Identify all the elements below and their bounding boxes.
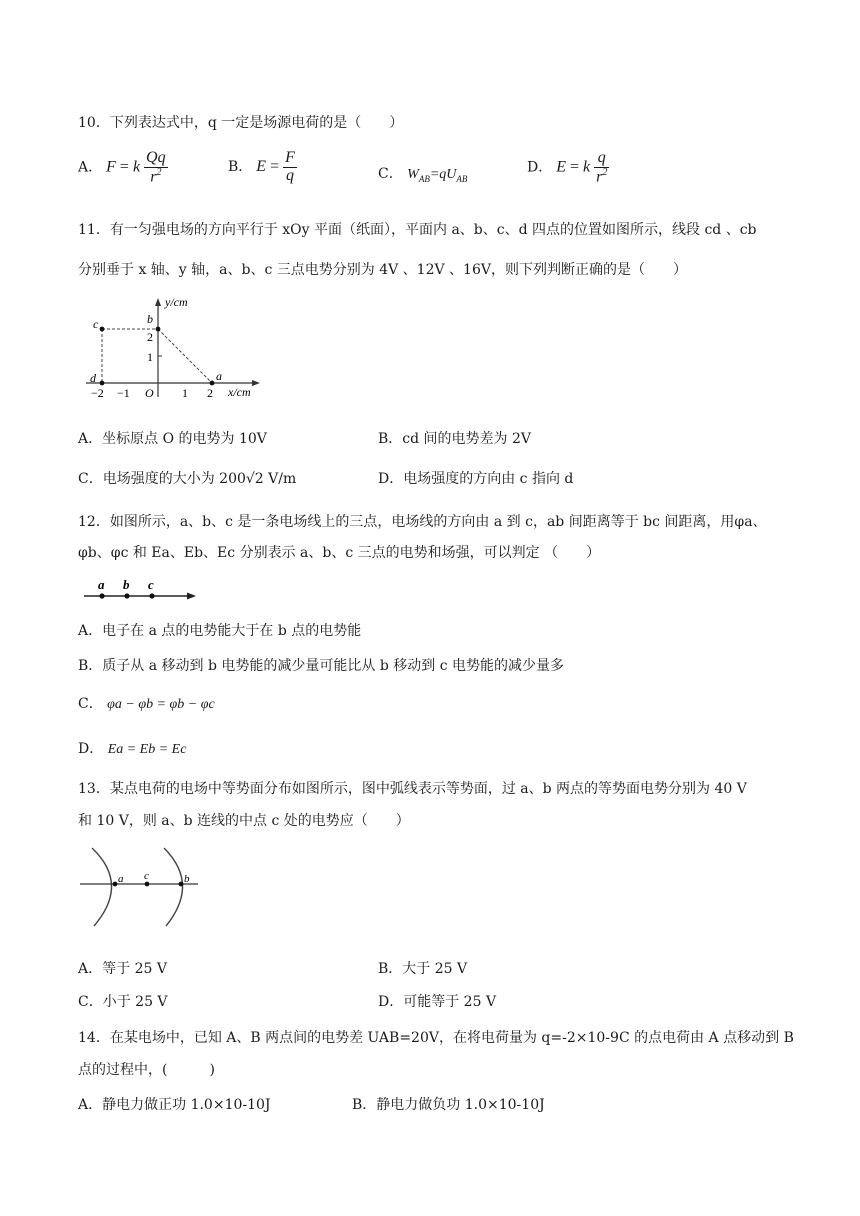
q12-option-a: A．电子在 a 点的电势能大于在 b 点的电势能 xyxy=(78,623,362,639)
equipotential-arc-b xyxy=(164,848,183,926)
point-b xyxy=(156,327,161,332)
q11-option-d: D．电场强度的方向由 c 指向 d xyxy=(378,471,574,487)
q13-equipotential-figure xyxy=(80,846,205,928)
q12-stem-line2: φb、φc 和 Ea、Eb、Ec 分别表示 a、b、c 三点的电势和场强，可以判定 （ ） xyxy=(78,545,601,561)
q14-option-b: B．静电力做负功 1.0×10-10J xyxy=(352,1097,545,1113)
point-c xyxy=(145,882,150,887)
q10-option-b: B． E = $\frac{F}{q}$ xyxy=(228,149,295,184)
label-c: c xyxy=(148,577,154,592)
label-b: b xyxy=(184,873,190,885)
q13-stem-line2: 和 10 V，则 a、b 连线的中点 c 处的电势应（ ） xyxy=(78,813,410,829)
q13-option-a: A．等于 25 V xyxy=(78,961,167,977)
q11-stem-line2: 分别垂于 x 轴、y 轴，a、b、c 三点电势分别为 4V 、12V 、16V，则下列判断正确的是（ ） xyxy=(78,262,687,278)
point-a xyxy=(99,593,104,598)
point-c xyxy=(100,327,105,332)
label-a: a xyxy=(98,577,105,592)
q12-option-b: B．质子从 a 移动到 b 电势能的减少量可能比从 b 移动到 c 电势能的减少量多 xyxy=(78,658,565,674)
y-tick-label-1: 1 xyxy=(147,350,153,364)
point-b xyxy=(124,593,129,598)
q10-option-c: C． $W_{AB}=qU_{AB}$ xyxy=(378,166,468,184)
label-d: d xyxy=(90,371,96,385)
q12-option-d: D． Ea = Eb = Ec xyxy=(78,741,187,757)
q11-option-a: A．坐标原点 O 的电势为 10V xyxy=(78,431,267,447)
label-c: c xyxy=(93,317,99,331)
q13-option-b: B．大于 25 V xyxy=(378,961,468,977)
point-d xyxy=(100,381,105,386)
y-axis-arrow xyxy=(155,298,161,306)
label-b: b xyxy=(123,577,130,592)
q10-option-a: A． F = k $\frac{Qq}{r^2}$ xyxy=(78,149,166,186)
label-b: b xyxy=(147,312,153,326)
q13-stem-line1: 13．某点电荷的电场中等势面分布如图所示，图中弧线表示等势面，过 a、b 两点的等势面电势分别为 40 V xyxy=(78,781,747,797)
point-a xyxy=(113,882,118,887)
x-tick-label-2: 2 xyxy=(207,386,213,400)
q13-option-d: D．可能等于 25 V xyxy=(378,994,497,1010)
y-tick-label-2: 2 xyxy=(147,330,153,344)
q12-option-c: C． φa − φb = φb − φc xyxy=(78,696,215,712)
label-a: a xyxy=(118,873,124,885)
x-tick-label-neg1: −1 xyxy=(117,386,130,400)
point-b xyxy=(179,882,184,887)
x-tick-label-1: 1 xyxy=(182,386,188,400)
q11-option-c: C．电场强度的大小为 200√2 V/m xyxy=(78,471,297,487)
q14-option-a: A．静电力做正功 1.0×10-10J xyxy=(78,1097,271,1113)
x-tick-label-neg2: −2 xyxy=(91,386,104,400)
field-line-arrow xyxy=(187,593,196,600)
label-c: c xyxy=(144,870,149,882)
q11-stem-line1: 11．有一匀强电场的方向平行于 xOy 平面（纸面），平面内 a、b、c、d 四点的位置如图所示，线段 cd 、cb xyxy=(78,222,757,238)
point-a xyxy=(210,381,215,386)
q14-stem-line2: 点的过程中，( ) xyxy=(78,1062,215,1078)
q12-field-line-figure xyxy=(82,576,202,604)
q10-option-d: D． E = k $\frac{q}{r^2}$ xyxy=(527,149,608,186)
origin-label: O xyxy=(145,386,154,400)
x-axis-arrow xyxy=(252,380,260,386)
x-axis-label: x/cm xyxy=(228,385,251,399)
segment-ba xyxy=(158,329,212,383)
q10-stem: 10．下列表达式中，q 一定是场源电荷的是（ ） xyxy=(78,115,404,131)
q14-stem-line1: 14．在某电场中，已知 A、B 两点间的电势差 UAB=20V，在将电荷量为 q=-2×10-9C 的点电荷由 A 点移动到 B xyxy=(78,1030,794,1046)
label-a: a xyxy=(216,369,222,383)
q13-option-c: C．小于 25 V xyxy=(78,994,168,1010)
y-axis-label: y/cm xyxy=(165,295,188,309)
q11-coordinate-figure xyxy=(82,292,272,404)
equipotential-arc-a xyxy=(92,848,112,926)
q11-option-b: B．cd 间的电势差为 2V xyxy=(378,431,532,447)
q12-stem-line1: 12．如图所示，a、b、c 是一条电场线上的三点，电场线的方向由 a 到 c，ab 间距离等于 bc 间距离，用φa、 xyxy=(78,514,767,530)
point-c xyxy=(149,593,154,598)
